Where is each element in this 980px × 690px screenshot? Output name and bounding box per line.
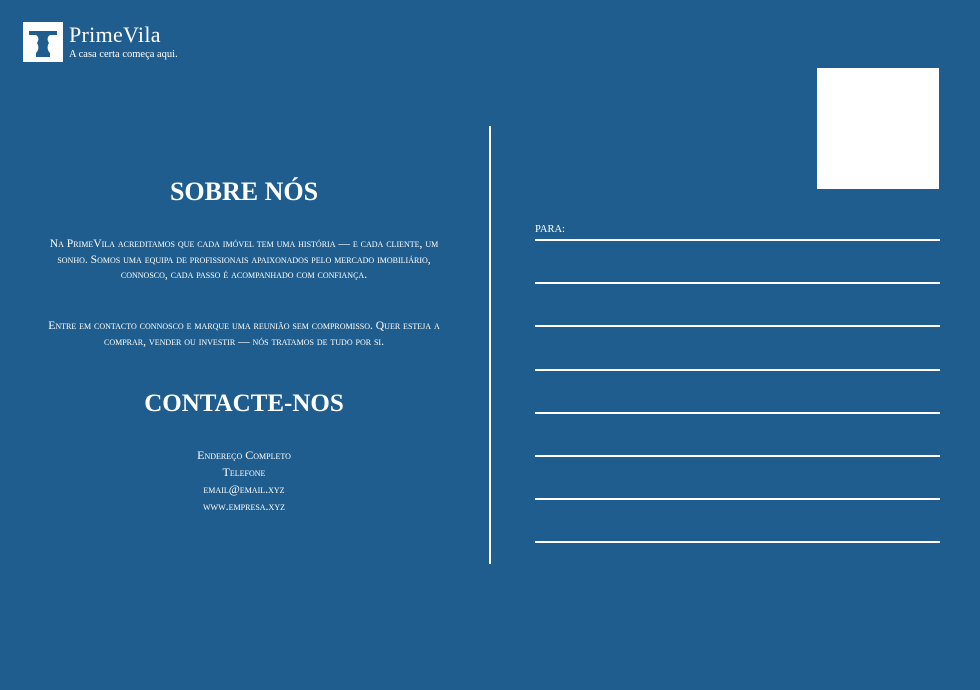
address-line — [535, 282, 940, 284]
address-label: PARA: — [535, 224, 565, 235]
address-line — [535, 412, 940, 414]
address-line — [535, 455, 940, 457]
address-line — [535, 325, 940, 327]
brand-name: PrimeVila — [69, 22, 161, 47]
address-line — [535, 541, 940, 543]
address-line — [535, 498, 940, 500]
address-line — [535, 239, 940, 241]
contact-title: CONTACTE-NOS — [144, 390, 344, 417]
center-divider — [489, 126, 491, 564]
contact-phone: Telefone — [222, 465, 266, 479]
contact-address: Endereço Completo — [197, 448, 291, 462]
about-title: SOBRE NÓS — [169, 177, 319, 206]
address-line — [535, 369, 940, 371]
brand-logo — [23, 22, 178, 62]
about-paragraph-1: Na PrimeVila acreditamos que cada imóvel tem uma história — e cada cliente, um sonho. Somos uma equipa de profissionais apaixonados pelo mercado imobiliário, connosco, cada passo é acompanhado com confiança. — [49, 237, 439, 282]
brand-tagline: A casa certa começa aqui. — [69, 49, 178, 60]
stamp-box — [817, 68, 939, 189]
contact-website: www.empresa.xyz — [203, 499, 285, 513]
logo-icon — [23, 22, 63, 62]
contact-list — [40, 447, 448, 515]
about-paragraph-2: Entre em contacto connosco e marque uma reunião sem compromisso. Quer esteja a comprar, vender ou investir — nós tratamos de tudo por si. — [48, 319, 440, 348]
contact-email: email@email.xyz — [203, 482, 285, 496]
